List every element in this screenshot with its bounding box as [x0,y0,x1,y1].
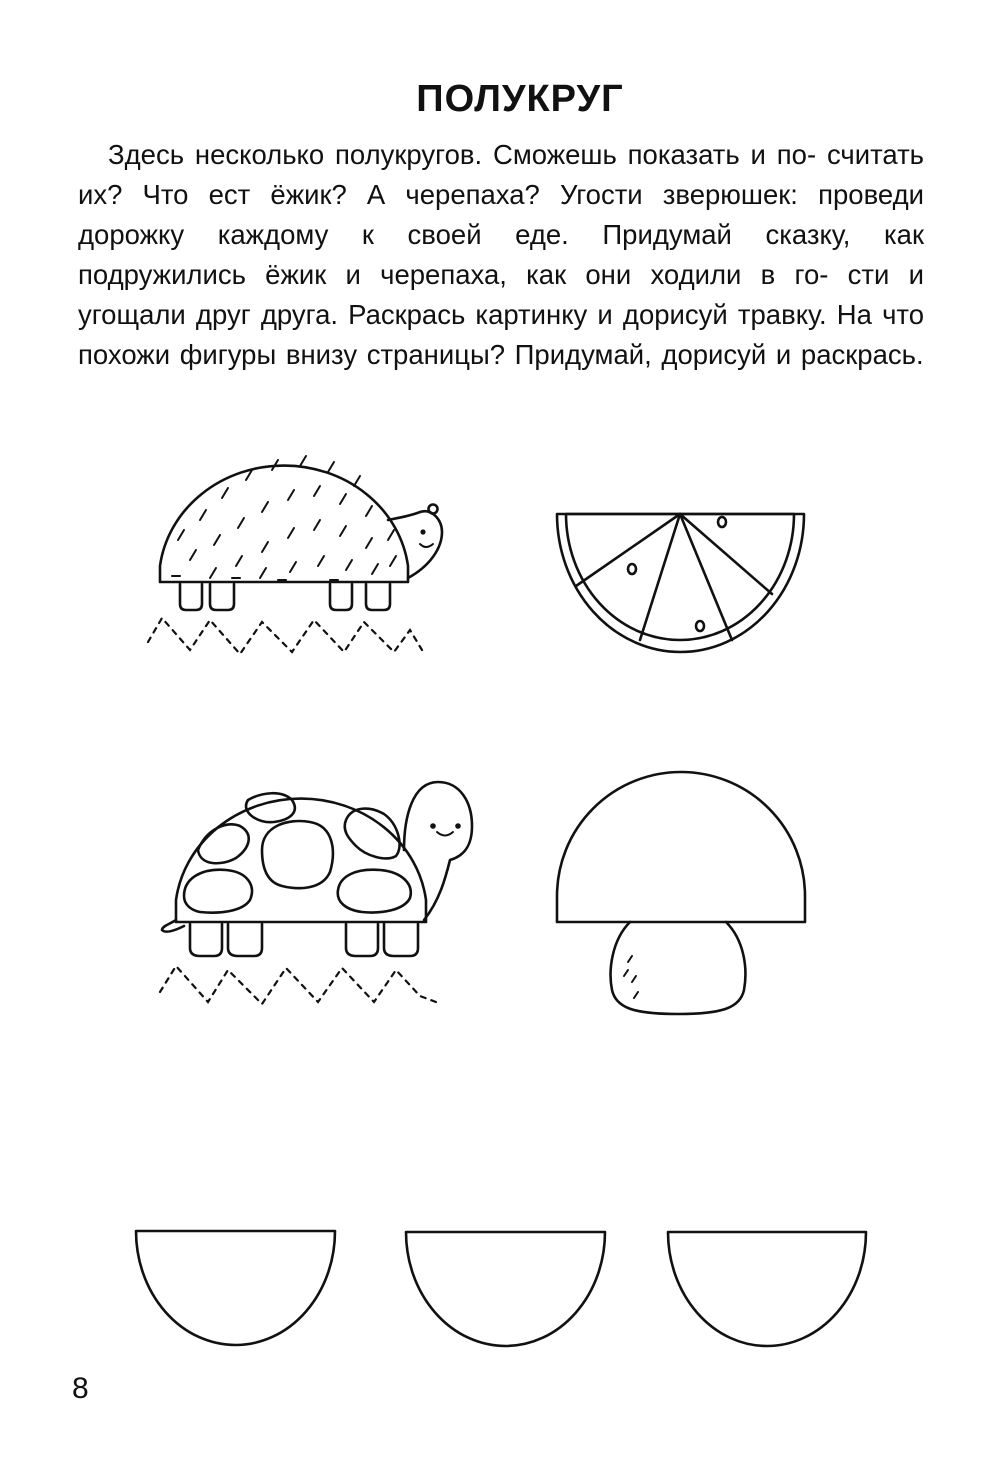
page-number: 8 [72,1372,89,1405]
instructions-line: как подружились ёжик и черепаха, как они ходили в го- [78,219,924,290]
hedgehog-icon [148,456,442,654]
instructions-line: Здесь несколько полукругов. Сможешь показать и по- [108,139,817,170]
instructions-line: проведи дорожку каждому к своей еде. Придумай сказку, [78,179,924,250]
instructions-line: дорисуй и раскрась. [661,339,924,370]
orange-slice-icon [557,514,804,652]
mushroom-icon [557,772,805,1014]
instructions-line: сти и угощали друг друга. Раскрась картинку и дорисуй [78,259,924,330]
instructions-line: травку. На что похожи фигуры внизу страницы? Придумай, [78,299,924,370]
page-title: ПОЛУКРУГ [416,78,624,120]
semicircle-icon [668,1232,866,1346]
semicircle-icon [406,1232,605,1346]
semicircle-icon [136,1231,335,1345]
instructions-line: считать их? Что ест ёжик? А черепаха? Угости зверюшек: [78,139,924,210]
turtle-icon [160,782,472,1004]
